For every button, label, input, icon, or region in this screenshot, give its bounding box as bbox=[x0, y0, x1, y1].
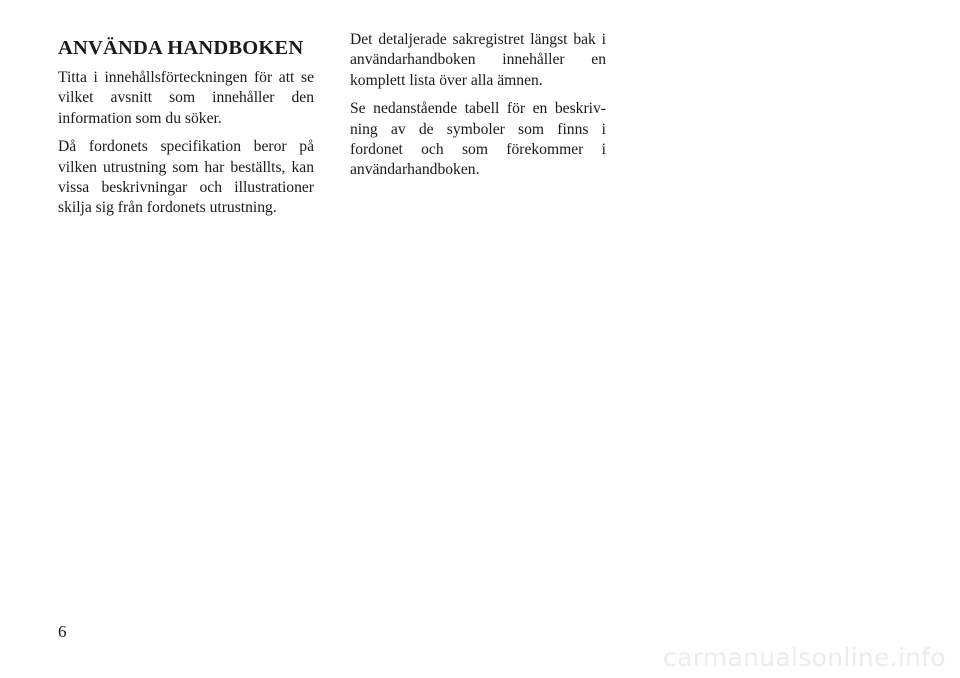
paragraph-index: Det detaljerade sakregistret längst bak i användarhandboken innehåller en komplett lista över alla ämnen. bbox=[350, 31, 606, 89]
paragraph-vehicle-specification: Då fordonets specifikation beror på vilken utrustning som har beställts, kan vissa beskrivningar och illustrationer skilja sig från fordonets utrustning. bbox=[58, 138, 314, 217]
right-column bbox=[350, 30, 606, 189]
section-heading: ANVÄNDA HANDBOKEN bbox=[58, 37, 304, 59]
paragraph-symbols-table: Se nedanstående tabell för en beskrivning av de symboler som finns i fordonet och som förekommer i användarhandboken. bbox=[350, 100, 606, 179]
left-column bbox=[58, 36, 314, 227]
paragraph-table-of-contents: Titta i innehållsförteckningen för att se vilket avsnitt som innehåller den information som du söker. bbox=[58, 69, 314, 127]
watermark-text: carmanualsonline.info bbox=[663, 643, 946, 672]
page-number: 6 bbox=[58, 622, 67, 641]
